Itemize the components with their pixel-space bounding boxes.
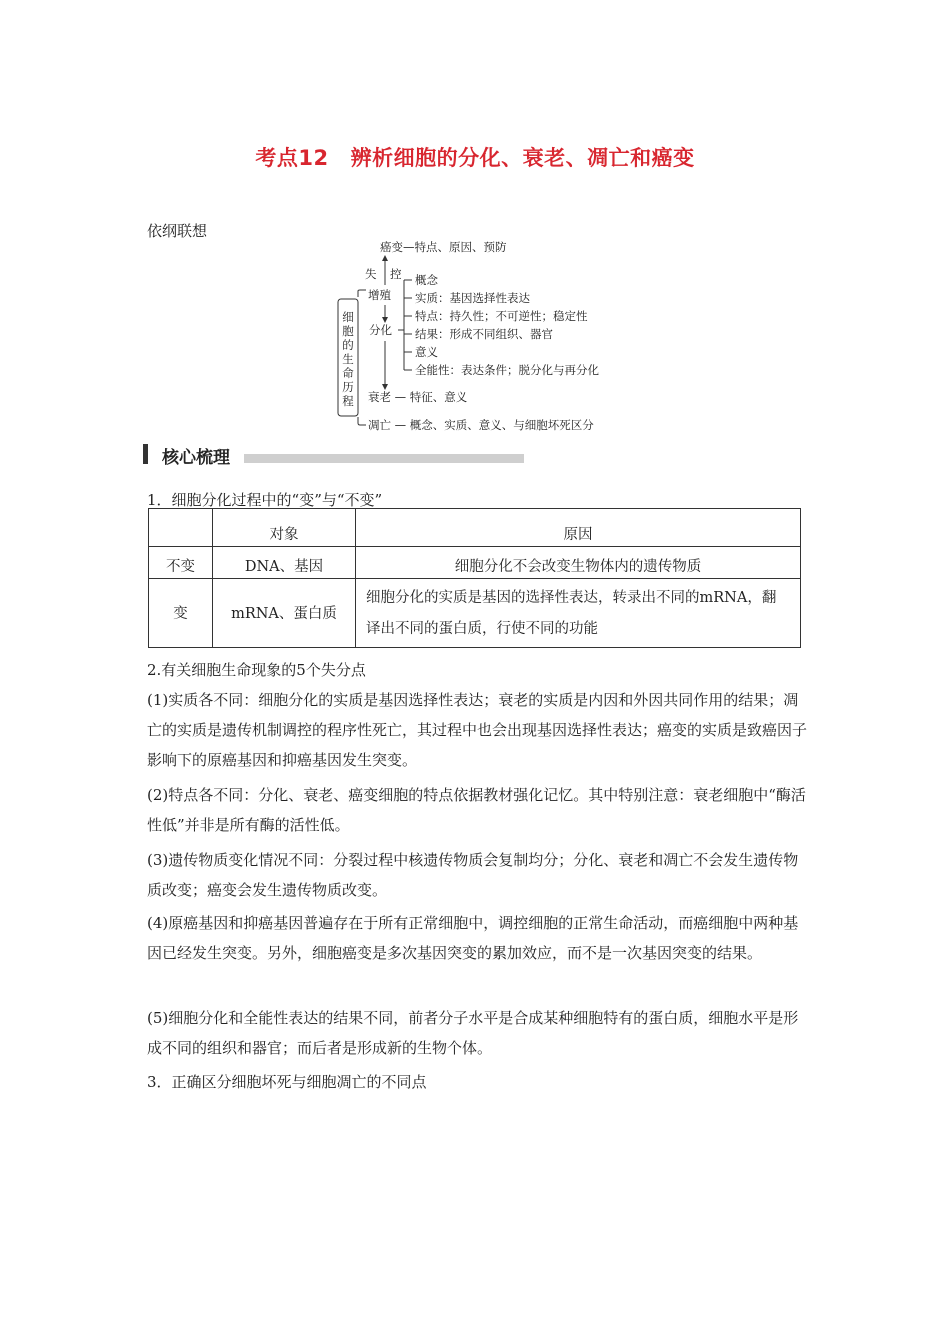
table-header-cell: 原因 bbox=[356, 509, 801, 547]
paragraph: (1)实质各不同：细胞分化的实质是基因选择性表达；衰老的实质是内因和外因共同作用的结果；凋亡的实质是遗传机制调控的程序性死亡，其过程中也会出现基因选择性表达；癌变的实质是致癌因子影响下的原癌基因和抑癌基因发生突变。 bbox=[147, 691, 808, 769]
table-header-cell bbox=[149, 509, 213, 547]
table-header-cell: 对象 bbox=[213, 509, 356, 547]
section-divider bbox=[244, 454, 524, 463]
mindmap-fenhua-item: 意义 bbox=[415, 345, 438, 359]
topic-title: 辨析细胞的分化、衰老、凋亡和癌变 bbox=[350, 146, 695, 170]
root-char: 的 bbox=[342, 338, 354, 352]
table-cell: mRNA、蛋白质 bbox=[213, 579, 356, 648]
paragraph: (5)细胞分化和全能性表达的结果不同，前者分子水平是合成某种细胞特有的蛋白质，细胞水平是形成不同的组织和器官；而后者是形成新的生物个体。 bbox=[147, 1009, 799, 1057]
page-title bbox=[0, 142, 950, 172]
paragraph: (3)遗传物质变化情况不同：分裂过程中核遗传物质会复制均分；分化、衰老和凋亡不会发生遗传物质改变；癌变会发生遗传物质改变。 bbox=[147, 851, 799, 899]
mindmap-fenhua-item: 结果：形成不同组织、器官 bbox=[415, 327, 553, 341]
mindmap-fenhua: 分化 bbox=[369, 323, 392, 337]
table-header-row bbox=[149, 509, 801, 547]
section-label: 核心梳理 bbox=[162, 448, 230, 468]
mindmap-diagram bbox=[320, 235, 620, 440]
table-cell: 不变 bbox=[149, 547, 213, 579]
root-char: 命 bbox=[342, 366, 354, 380]
mindmap-shuailao: 衰老 — 特征、意义 bbox=[368, 390, 468, 404]
root-char: 细 bbox=[342, 310, 354, 324]
root-char: 胞 bbox=[342, 324, 354, 338]
root-char: 生 bbox=[342, 352, 354, 366]
mindmap-zengzhi: 增殖 bbox=[368, 288, 391, 302]
table-cell: 变 bbox=[149, 579, 213, 648]
section-header bbox=[143, 443, 528, 468]
paragraph: 2.有关细胞生命现象的5个失分点 bbox=[147, 661, 366, 679]
paragraph: 1．细胞分化过程中的“变”与“不变” bbox=[147, 491, 383, 509]
table-row bbox=[149, 547, 801, 579]
outline-label: 依纲联想 bbox=[147, 222, 208, 240]
mindmap-top-item: 癌变—特点、原因、预防 bbox=[380, 240, 507, 254]
paragraph: 3．正确区分细胞坏死与细胞凋亡的不同点 bbox=[147, 1073, 427, 1091]
table-row bbox=[149, 579, 801, 648]
topic-number: 考点12 bbox=[255, 146, 329, 170]
table-cell: 细胞分化不会改变生物体内的遗传物质 bbox=[356, 547, 801, 579]
section-marker bbox=[143, 444, 148, 464]
mindmap-fenhua-item: 全能性：表达条件；脱分化与再分化 bbox=[415, 363, 599, 377]
mindmap-fenhua-item: 特点：持久性；不可逆性；稳定性 bbox=[415, 309, 588, 323]
mindmap-kong: 控 bbox=[390, 267, 402, 281]
table-cell: 细胞分化的实质是基因的选择性表达，转录出不同的mRNA，翻译出不同的蛋白质，行使不同的功能 bbox=[356, 579, 801, 648]
root-char: 历 bbox=[342, 380, 354, 394]
comparison-table bbox=[148, 508, 801, 648]
mindmap-shi: 失 bbox=[365, 267, 377, 281]
mindmap-fenhua-item: 实质：基因选择性表达 bbox=[415, 291, 530, 305]
mindmap-diaowang: 凋亡 — 概念、实质、意义、与细胞坏死区分 bbox=[368, 418, 594, 432]
paragraph: (2)特点各不同：分化、衰老、癌变细胞的特点依据教材强化记忆。其中特别注意：衰老细胞中“酶活性低”并非是所有酶的活性低。 bbox=[147, 786, 806, 834]
mindmap-fenhua-item: 概念 bbox=[415, 273, 438, 287]
root-char: 程 bbox=[342, 394, 354, 408]
table-cell: DNA、基因 bbox=[213, 547, 356, 579]
paragraph: (4)原癌基因和抑癌基因普遍存在于所有正常细胞中，调控细胞的正常生命活动，而癌细胞中两种基因已经发生突变。另外，细胞癌变是多次基因突变的累加效应，而不是一次基因突变的结果。 bbox=[147, 914, 799, 962]
